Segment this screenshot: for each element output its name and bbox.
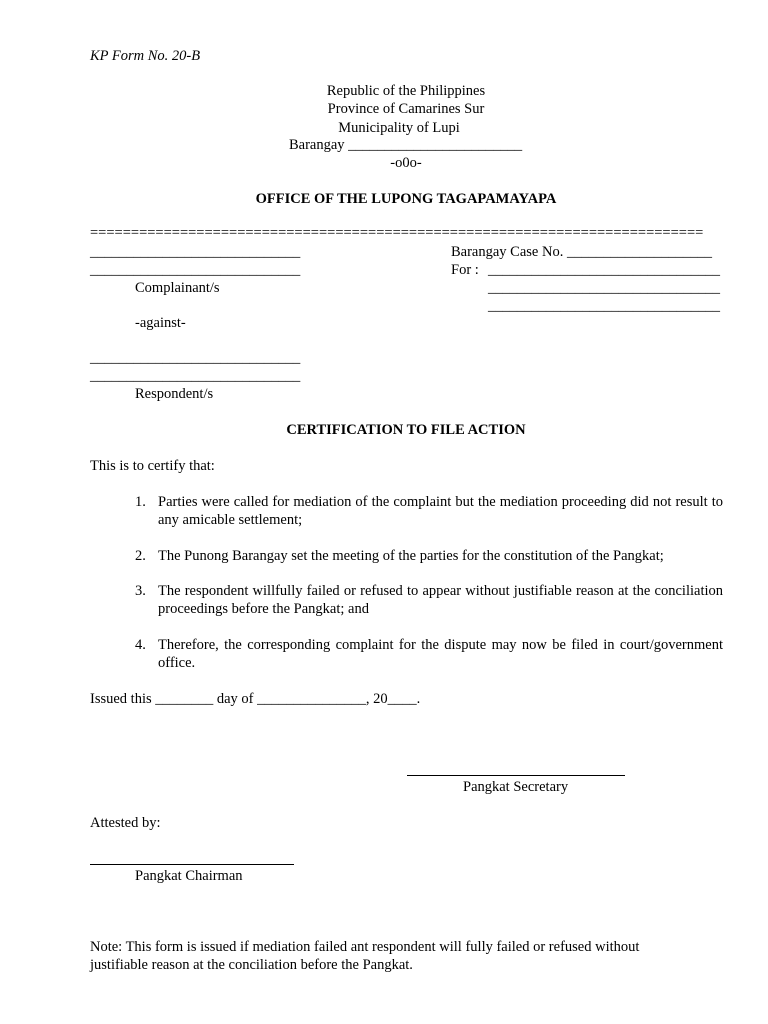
item-number: 2. (135, 548, 146, 564)
respondent-line-1: _____________________________ (90, 350, 301, 366)
complainant-line-1: _____________________________ (90, 244, 301, 260)
header-republic: Republic of the Philippines (326, 83, 486, 99)
complainant-line-2: _____________________________ (90, 262, 301, 278)
secretary-signature-line (407, 775, 625, 776)
attested-label: Attested by: (90, 815, 161, 831)
case-number: Barangay Case No. ____________________ (451, 244, 712, 260)
separator: =========================================================================== (90, 225, 704, 241)
chairman-signature-line (90, 864, 294, 865)
office-title: OFFICE OF THE LUPONG TAGAPAMAYAPA (255, 191, 557, 207)
header-municipality: Municipality of Lupi (338, 120, 460, 136)
item-text: Therefore, the corresponding complaint for the dispute may now be filed in court/government office. (158, 637, 723, 671)
form-number: KP Form No. 20-B (90, 48, 201, 64)
complainant-label: Complainant/s (135, 280, 220, 296)
chairman-label: Pangkat Chairman (135, 868, 243, 884)
header-ornament: -o0o- (390, 155, 422, 171)
footnote: Note: This form is issued if mediation failed ant respondent will fully failed or refused without justifiable reason at the conciliation before the Pangkat. (90, 939, 640, 973)
against-label: -against- (135, 315, 186, 331)
for-line-1: ________________________________ (488, 262, 720, 278)
item-text: The respondent willfully failed or refused to appear without justifiable reason at the conciliation proceedings before the Pangkat; and (158, 583, 723, 617)
intro-text: This is to certify that: (90, 458, 215, 474)
issued-line: Issued this ________ day of _______________, 20____. (90, 691, 421, 707)
certification-title: CERTIFICATION TO FILE ACTION (286, 422, 526, 438)
respondent-line-2: _____________________________ (90, 368, 301, 384)
for-line-2: ________________________________ (488, 280, 720, 296)
header-barangay: Barangay ________________________ (289, 137, 523, 153)
for-line-3: ________________________________ (488, 298, 720, 314)
item-text: Parties were called for mediation of the complaint but the mediation proceeding did not result to any amicable settlement; (158, 494, 723, 528)
respondent-label: Respondent/s (135, 386, 214, 402)
for-label: For : (451, 262, 479, 278)
header-province: Province of Camarines Sur (327, 101, 485, 117)
item-number: 4. (135, 637, 146, 653)
secretary-label: Pangkat Secretary (463, 779, 569, 795)
item-number: 3. (135, 583, 146, 599)
item-text: The Punong Barangay set the meeting of the parties for the constitution of the Pangkat; (158, 548, 664, 564)
item-number: 1. (135, 494, 146, 510)
